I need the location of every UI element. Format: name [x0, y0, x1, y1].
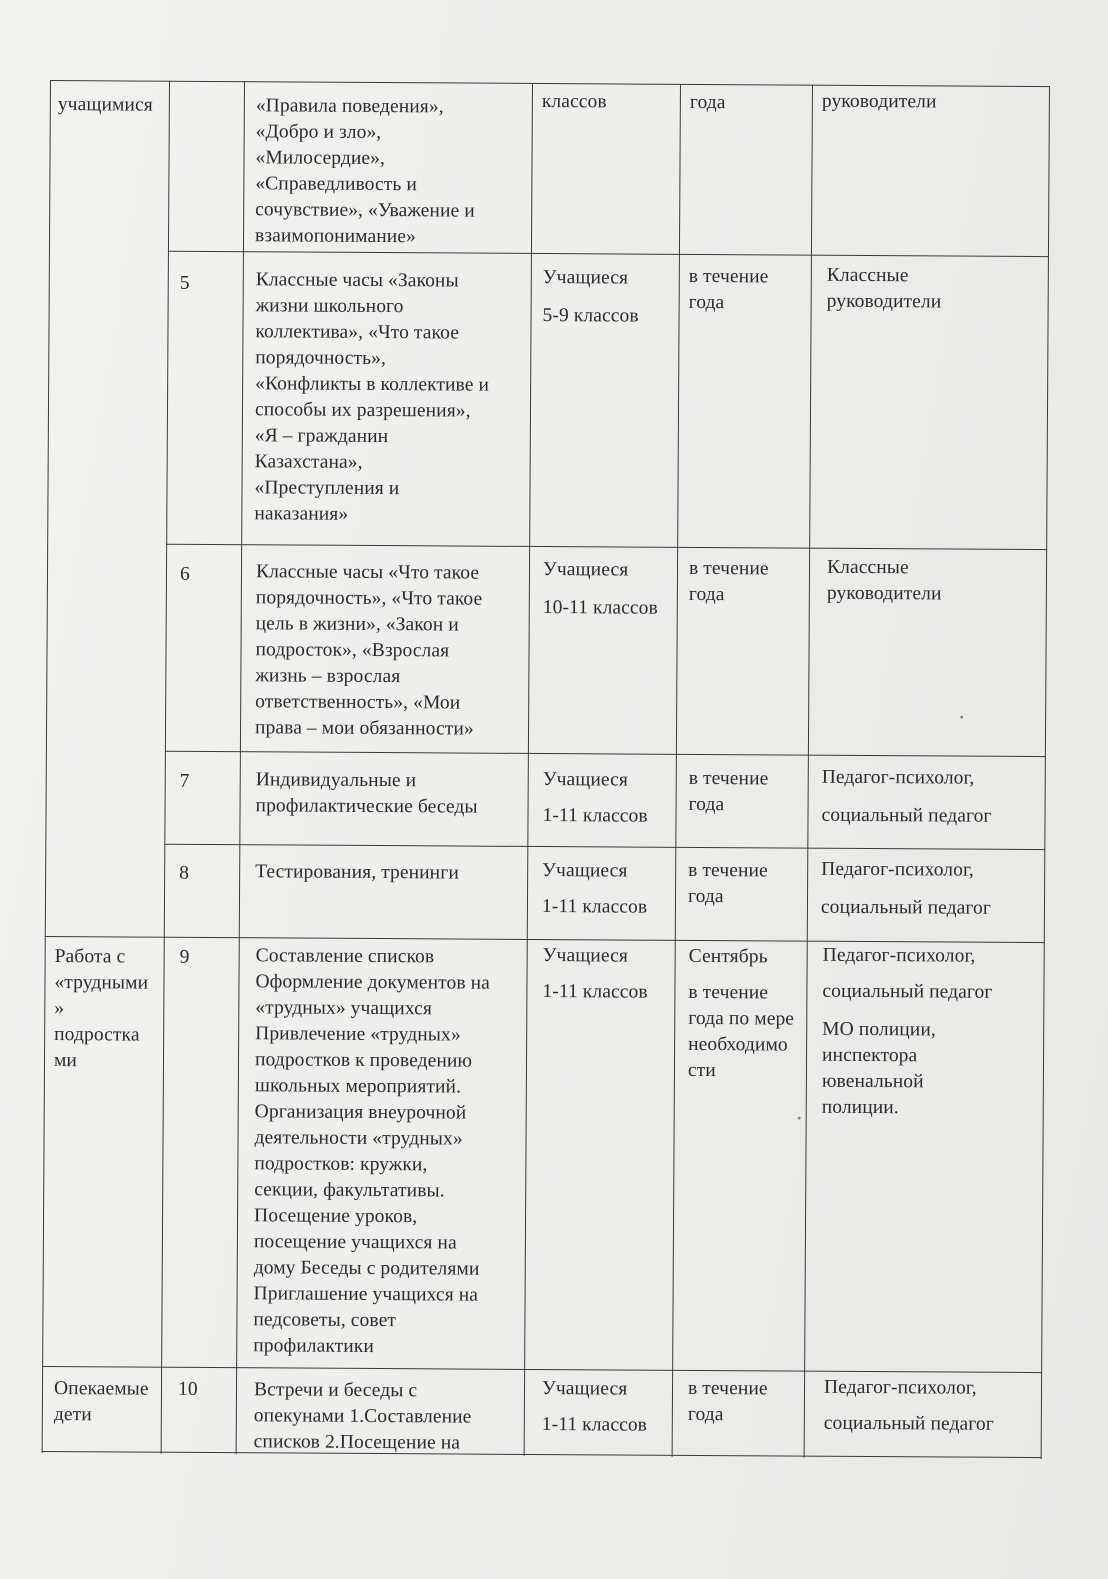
table-border-bottom — [42, 1451, 1042, 1458]
column-divider-section — [161, 81, 171, 1454]
responsible-cell-secondary: социальный педагог — [823, 1412, 994, 1435]
participants-classes: 1-11 классов — [542, 805, 648, 827]
activity-cell: Индивидуальные и профилактические беседы — [255, 769, 478, 818]
participants-classes: 10-11 классов — [542, 597, 658, 619]
participants-classes: 1-11 классов — [541, 1414, 648, 1436]
row-divider-4 — [164, 844, 1045, 851]
row-number: 9 — [179, 946, 190, 968]
responsible-cell: Педагог-психолог, — [822, 944, 976, 967]
row-number: 10 — [177, 1378, 198, 1400]
responsible-cell-secondary: социальный педагог — [820, 896, 992, 919]
period-cell-secondary: в течение года по мере необходимо сти — [687, 981, 795, 1082]
period-cell: года — [689, 91, 726, 114]
responsible-cell: Педагог-психолог, — [821, 858, 974, 881]
participants-cell: Учащиеся — [542, 267, 629, 289]
row-divider-6 — [42, 1366, 1042, 1373]
period-cell: в течение года — [688, 767, 769, 816]
participants-cell: Учащиеся — [542, 559, 629, 581]
responsible-cell: Классные руководители — [826, 264, 942, 313]
participants-cell: Учащиеся — [542, 860, 628, 882]
section-cell: Опекаемые дети — [53, 1378, 149, 1426]
paper-speck — [798, 1117, 801, 1120]
period-cell: в течение года — [687, 1377, 768, 1426]
activity-cell: Классные часы «Законы жизни школьного коллектива», «Что такое порядочность», «Конфликты в коллективе и способы их разрешения», «Я – гражданин Казахстана», «Преступления и наказания» — [254, 269, 490, 525]
row-divider-1 — [168, 251, 1049, 258]
activity-cell: Составление списков Оформление документов на «трудных» учащихся Привлечение «трудных» подростков к проведению школьных мероприятий. Организация внеурочной деятельности «трудных» подростков: кружки, секции, факультативы. Посещение уроков, посещение учащихся на дому Беседы с родителями Приглашение учащихся на педсоветы, совет профилактики — [253, 945, 490, 1358]
row-number: 5 — [179, 272, 190, 294]
row-number: 6 — [179, 563, 190, 585]
responsible-cell-secondary: социальный педагог — [821, 804, 992, 827]
responsible-cell: Педагог-психолог, — [823, 1376, 977, 1399]
responsible-cell: руководители — [821, 90, 937, 113]
participants-classes: 1-11 классов — [541, 896, 648, 918]
column-divider-number — [236, 81, 246, 1454]
activity-cell: «Правила поведения», «Добро и зло», «Милосердие», «Справедливость и сочувствие», «Уважение и взаимопонимание» — [254, 95, 475, 248]
period-cell: Сентябрь — [688, 945, 768, 968]
period-cell: в течение года — [688, 265, 769, 314]
activity-cell: Встречи и беседы с опекунами 1.Составление списков 2.Посещение на — [253, 1379, 472, 1454]
participants-classes: 1-11 классов — [542, 981, 648, 1003]
responsible-cell-police: МО полиции, инспектора ювенальной полиции. — [821, 1018, 936, 1119]
activity-cell: Классные часы «Что такое порядочность», «Что такое цель в жизни», «Закон и подросток», «Взрослая жизнь – взрослая ответственность», «Мои права – мои обязанности» — [254, 561, 483, 740]
responsible-cell-secondary: социальный педагог — [822, 980, 993, 1003]
activity-cell: Тестирования, тренинги — [255, 861, 459, 884]
paper-speck — [960, 716, 963, 719]
participants-cell: Учащиеся — [541, 1378, 628, 1400]
section-cell: Работа с «трудными » подростка ми — [53, 946, 149, 1072]
activity-table — [42, 80, 1052, 1466]
row-number: 7 — [179, 770, 190, 792]
responsible-cell: Классные руководители — [826, 556, 942, 605]
section-cell: учащимися — [57, 94, 153, 116]
participants-cell: Учащиеся — [542, 769, 629, 791]
row-divider-2 — [166, 544, 1047, 551]
participants-classes: 5-9 классов — [542, 305, 639, 327]
participants-cell: Учащиеся — [542, 945, 629, 967]
participants-cell: классов — [541, 91, 607, 113]
responsible-cell: Педагог-психолог, — [821, 766, 975, 789]
row-number: 8 — [179, 862, 190, 884]
row-divider-3 — [165, 751, 1046, 758]
period-cell: в течение года — [688, 557, 769, 606]
period-cell: в течение года — [687, 859, 768, 908]
